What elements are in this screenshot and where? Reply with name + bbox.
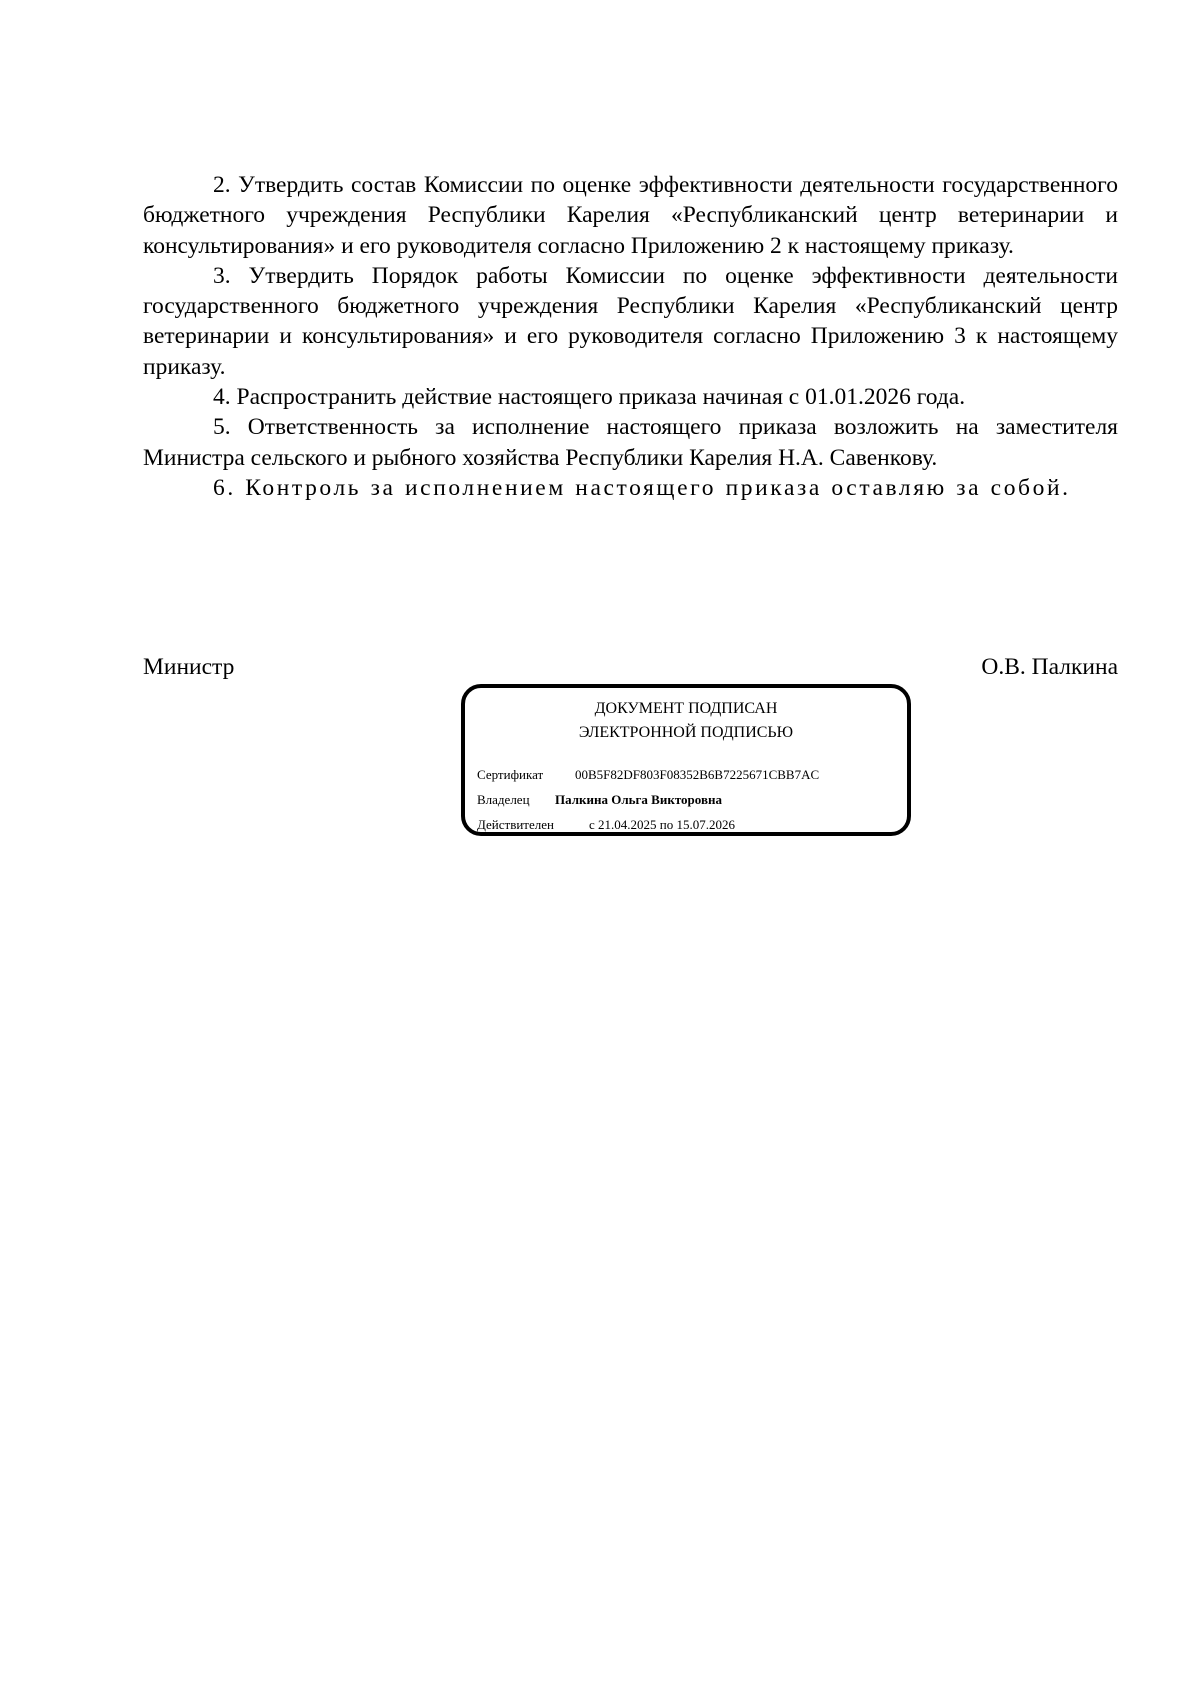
stamp-owner-label: Владелец [477,792,530,807]
paragraph-item-2: 2. Утвердить состав Комиссии по оценке эффективности деятельности государственного бюджетного учреждения Республики Карелия «Республиканский центр ветеринарии и консультирования» и его руководителя согласно Приложению 2 к настоящему приказу. [143,172,1118,259]
stamp-validity-label: Действителен [477,817,554,832]
stamp-validity-value: с 21.04.2025 по 15.07.2026 [589,817,735,832]
stamp-certificate-value: 00B5F82DF803F08352B6B7225671CBB7AC [575,767,820,782]
stamp-title-line-2: ЭЛЕКТРОННОЙ ПОДПИСЬЮ [578,724,794,741]
stamp-title-line-1: ДОКУМЕНТ ПОДПИСАН [594,700,778,717]
document-body [143,170,1118,503]
signer-name: О.В. Палкина [981,654,1118,680]
paragraph-item-4: 4. Распространить действие настоящего приказа начиная с 01.01.2026 года. [213,384,966,411]
stamp-validity-row [477,816,735,834]
paragraph-item-6: 6. Контроль за исполнением настоящего приказа оставляю за собой. [213,474,1071,501]
signer-position: Министр [143,654,235,680]
signature-block [143,650,1118,684]
stamp-certificate-label: Сертификат [477,767,544,782]
paragraph-item-5: 5. Ответственность за исполнение настоящего приказа возложить на заместителя Министра сельского и рыбного хозяйства Республики Карелия Н.А. Савенкову. [143,414,1118,471]
stamp-owner-value: Палкина Ольга Викторовна [555,792,722,807]
stamp-certificate-row [477,766,819,784]
paragraph-item-3: 3. Утвердить Порядок работы Комиссии по оценке эффективности деятельности государственного бюджетного учреждения Республики Карелия «Республиканский центр ветеринарии и консультирования» и его руководителя согласно Приложению 3 к настоящему приказу. [143,262,1118,380]
electronic-signature-stamp [461,684,911,836]
stamp-owner-row [477,791,722,809]
